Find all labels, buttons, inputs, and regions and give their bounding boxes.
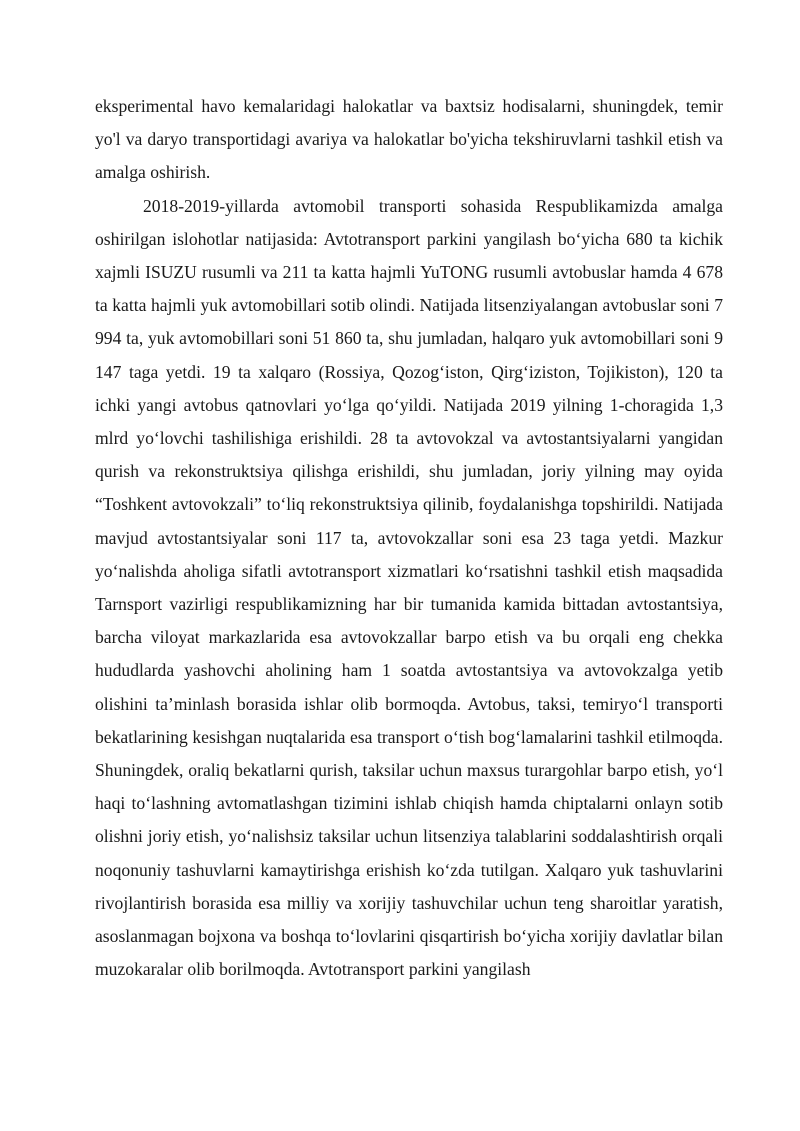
document-page [95,90,723,986]
paragraph-continuation: eksperimental havo kemalaridagi halokatlar va baxtsiz hodisalarni, shuningdek, temir yo'l va daryo transportidagi avariya va halokatlar bo'yicha tekshiruvlarni tashkil etish va amalga oshirish. [95,96,723,183]
paragraph-road-transport-reforms: 2018-2019-yillarda avtomobil transporti sohasida Respublikamizda amalga oshirilgan islohotlar natijasida: Avtotransport parkini yangilash boʻyicha 680 ta kichik xajmli ISUZU rusumli va 211 ta katta hajmli YuTONG rusumli avtobuslar hamda 4 678 ta katta hajmli yuk avtomobillari sotib olindi. Natijada litsenziyalangan avtobuslar soni 7 994 ta, yuk avtomobillari soni 51 860 ta, shu jumladan, halqaro yuk avtomobillari soni 9 147 taga yetdi. 19 ta xalqaro (Rossiya, Qozogʻiston, Qirgʻiziston, Tojikiston), 120 ta ichki yangi avtobus qatnovlari yoʻlga qoʻyildi. Natijada 2019 yilning 1-choragida 1,3 mlrd yoʻlovchi tashilishiga erishildi. 28 ta avtovokzal va avtostantsiyalarni yangidan qurish va rekonstruktsiya qilishga erishildi, shu jumladan, joriy yilning may oyida “Toshkent avtovokzali” toʻliq rekonstruktsiya qilinib, foydalanishga topshirildi. Natijada mavjud avtostantsiyalar soni 117 ta, avtovokzallar soni esa 23 taga yetdi. Mazkur yoʻnalishda aholiga sifatli avtotransport xizmatlari koʻrsatishni tashkil etish maqsadida Tarnsport vazirligi respublikamizning har bir tumanida kamida bittadan avtostantsiya, barcha viloyat markazlarida esa avtovokzallar barpo etish va bu orqali eng chekka hududlarda yashovchi aholining ham 1 soatda avtostantsiya va avtovokzalga yetib olishini taʼminlash borasida ishlar olib bormoqda. Avtobus, taksi, temiryoʻl transporti bekatlarining kesishgan nuqtalarida esa transport oʻtish bogʻlamalarini tashkil etilmoqda. Shuningdek, oraliq bekatlarni qurish, taksilar uchun maxsus turargohlar barpo etish, yoʻl haqi toʻlashning avtomatlashgan tizimini ishlab chiqish hamda chiptalarni onlayn sotib olishni joriy etish, yoʻnalishsiz taksilar uchun litsenziya talablarini soddalashtirish orqali noqonuniy tashuvlarni kamaytirishga erishish koʻzda tutilgan. Xalqaro yuk tashuvlarini rivojlantirish borasida esa milliy va xorijiy tashuvchilar uchun teng sharoitlar yaratish, asoslanmagan bojxona va boshqa toʻlovlarini qisqartirish boʻyicha xorijiy davlatlar bilan muzokaralar olib borilmoqda. Avtotransport parkini yangilash [95,195,723,980]
